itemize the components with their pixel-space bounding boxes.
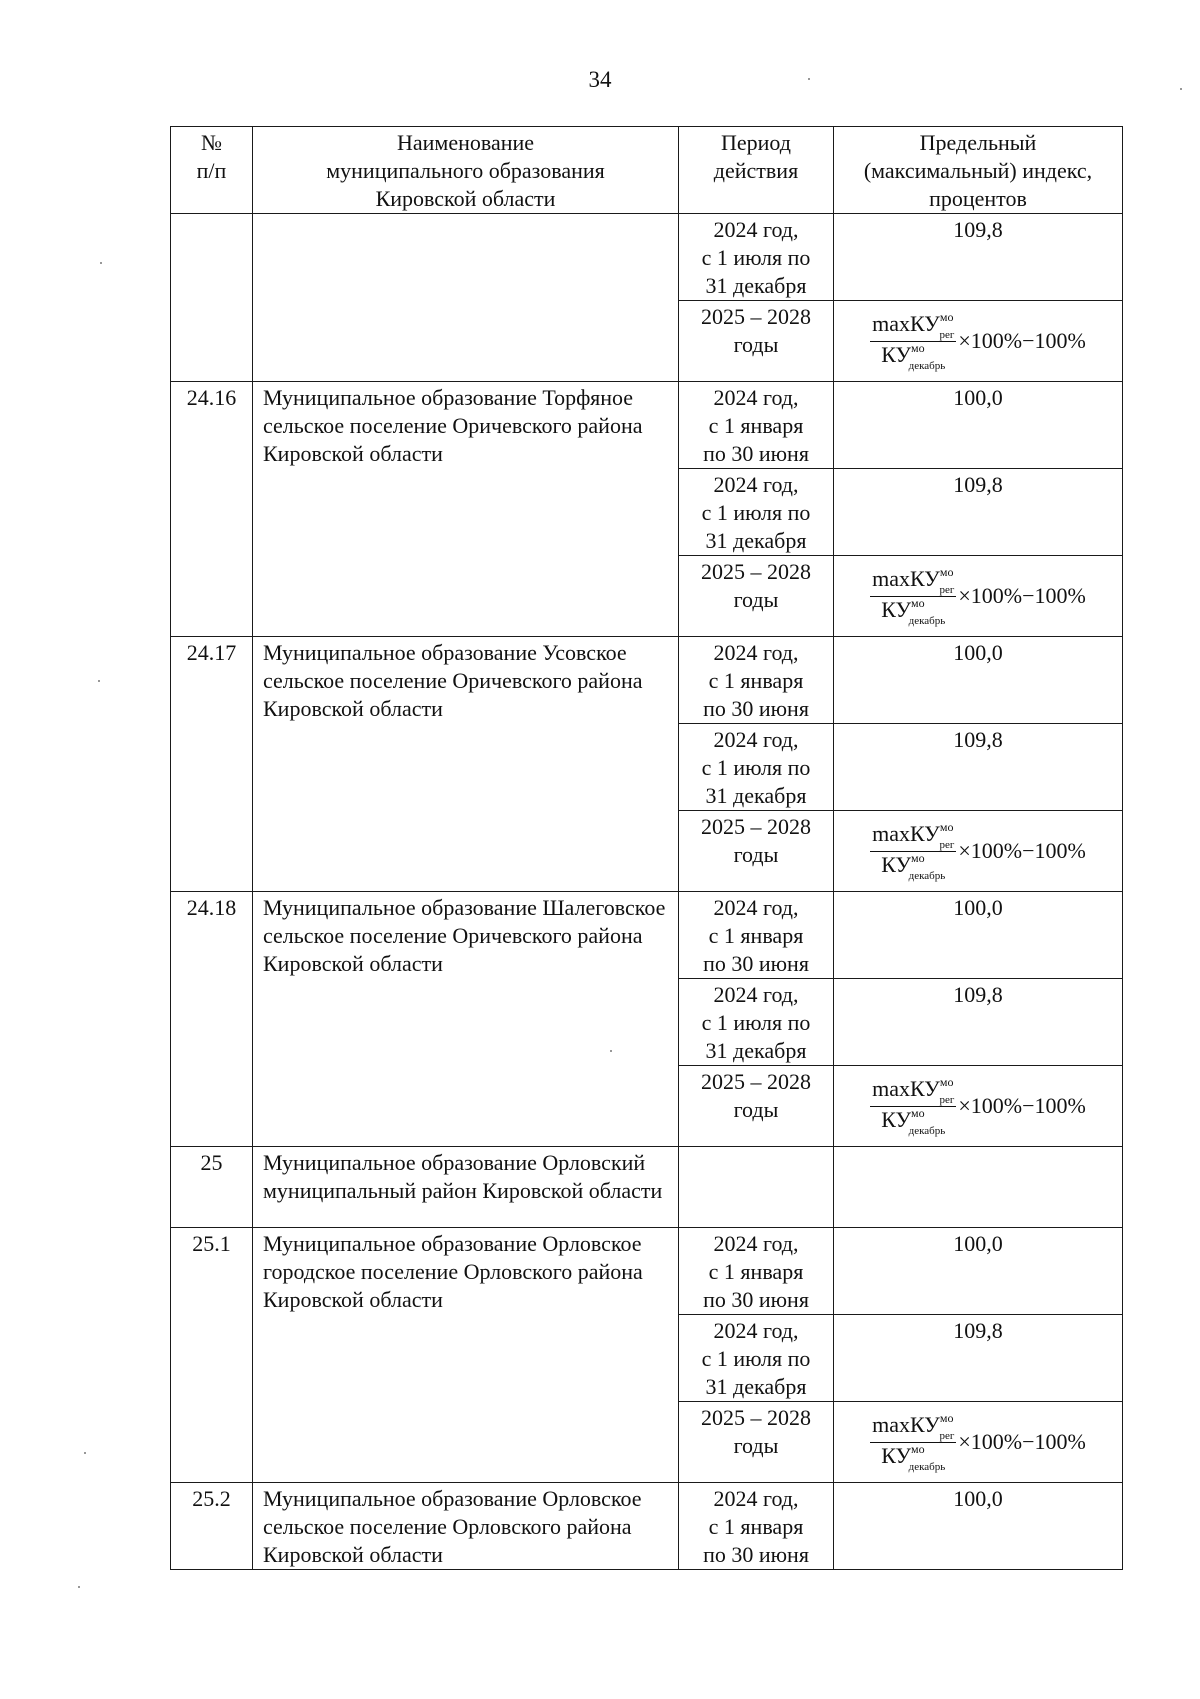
formula-fraction [870,564,956,627]
formula-superscript: мо [911,1441,925,1456]
period-cell [679,1147,834,1228]
formula-tail: ×100%−100% [958,583,1086,608]
period-cell [679,556,834,637]
municipality-name [253,892,679,1147]
municipality-name-text: Муниципальное образование Орловское сельское поселение Орловского района Кировской области [263,1486,642,1567]
period-cell [679,469,834,556]
formula-numerator-term: maxКУ [872,820,940,846]
row-number-text: 24.17 [186,640,237,665]
formula-superscript: мо [911,1105,925,1120]
max-index-value: 109,8 [953,982,1003,1007]
period-text: 2024 год, с 1 января по 30 июня [703,640,809,721]
max-index-cell [834,979,1123,1066]
period-text: 2024 год, с 1 июля по 31 декабря [701,982,811,1063]
municipality-name-text: Муниципальное образование Шалеговское сельское поселение Оричевского района Кировской области [263,895,666,976]
period-text: 2025 – 2028 годы [701,1069,811,1122]
max-index-cell [834,637,1123,724]
formula-tail: ×100%−100% [958,1093,1086,1118]
municipality-name [253,382,679,637]
period-text: 2025 – 2028 годы [701,814,811,867]
scan-speck [808,78,810,80]
max-index-formula-cell [834,811,1123,892]
formula-tail: ×100%−100% [958,328,1086,353]
formula-superscript: мо [939,564,954,579]
max-index-cell [834,892,1123,979]
period-cell [679,214,834,301]
formula-subscript: декабрь [908,869,946,882]
period-text: 2024 год, с 1 января по 30 июня [703,895,809,976]
max-index-cell [834,1228,1123,1315]
scan-speck [84,1452,86,1454]
scan-speck [1180,88,1182,90]
municipality-name [253,214,679,382]
max-index-formula-cell [834,301,1123,382]
formula-denominator [879,342,947,371]
table-row [171,214,1123,301]
formula-denominator [879,1443,947,1472]
index-formula [834,1074,1122,1137]
formula-denominator-term: КУ [881,341,912,367]
period-text: 2024 год, с 1 июля по 31 декабря [701,472,811,553]
formula-denominator [879,1107,947,1136]
row-number-text: 25 [200,1150,223,1175]
row-number-text: 24.16 [186,385,237,410]
formula-denominator-term: КУ [881,596,912,622]
formula-tail: ×100%−100% [958,838,1086,863]
row-number [171,1228,253,1483]
max-index-formula-cell [834,1066,1123,1147]
municipality-name-text: Муниципальное образование Торфяное сельское поселение Оричевского района Кировской области [263,385,643,466]
period-text: 2025 – 2028 годы [701,559,811,612]
scan-speck [98,680,100,682]
period-text: 2024 год, с 1 июля по 31 декабря [701,1318,811,1399]
formula-tail: ×100%−100% [958,1429,1086,1454]
max-index-cell [834,724,1123,811]
row-number-text: 25.1 [192,1231,231,1256]
scan-speck [610,1050,612,1052]
period-cell [679,724,834,811]
formula-subscript: рег [939,583,955,596]
period-cell [679,1228,834,1315]
period-cell [679,382,834,469]
period-cell [679,637,834,724]
max-index-value: 109,8 [953,1318,1003,1343]
municipality-name [253,637,679,892]
max-index-formula-cell [834,556,1123,637]
municipality-name-text: Муниципальное образование Орловское городское поселение Орловского района Кировской области [263,1231,643,1312]
formula-subscript: рег [939,1429,955,1442]
formula-numerator-term: maxКУ [872,1411,940,1437]
period-cell [679,979,834,1066]
period-cell [679,1315,834,1402]
formula-denominator [879,852,947,881]
formula-superscript: мо [939,309,954,324]
period-text: 2024 год, с 1 июля по 31 декабря [701,727,811,808]
formula-numerator [870,309,956,342]
index-formula [834,819,1122,882]
formula-subscript: декабрь [908,614,946,627]
max-index-formula-cell [834,1402,1123,1483]
row-number-text: 25.2 [192,1486,231,1511]
max-index-value: 100,0 [953,1486,1003,1511]
row-number [171,382,253,637]
formula-denominator [879,597,947,626]
max-index-value: 100,0 [953,895,1003,920]
max-index-value: 109,8 [953,217,1003,242]
formula-numerator [870,819,956,852]
municipality-name [253,1483,679,1570]
header-period: Период действия [679,127,834,214]
formula-fraction [870,819,956,882]
max-index-cell [834,1315,1123,1402]
table-row [171,892,1123,979]
period-text: 2024 год, с 1 января по 30 июня [703,1486,809,1567]
period-cell [679,1483,834,1570]
index-formula [834,1410,1122,1473]
formula-denominator-term: КУ [881,851,912,877]
period-text: 2024 год, с 1 января по 30 июня [703,1231,809,1312]
formula-fraction [870,309,956,372]
max-index-cell [834,1147,1123,1228]
period-cell [679,1402,834,1483]
formula-subscript: рег [939,328,955,341]
period-text: 2025 – 2028 годы [701,1405,811,1458]
header-max-index: Предельный (максимальный) индекс, процентов [834,127,1123,214]
period-cell [679,301,834,382]
tariff-index-table [170,126,1123,1570]
row-number [171,214,253,382]
index-formula [834,564,1122,627]
formula-subscript: декабрь [908,359,946,372]
header-number: № п/п [171,127,253,214]
municipality-name [253,1147,679,1228]
period-cell [679,1066,834,1147]
formula-numerator [870,1410,956,1443]
index-formula [834,309,1122,372]
formula-fraction [870,1074,956,1137]
formula-numerator-term: maxКУ [872,565,940,591]
max-index-cell [834,382,1123,469]
row-number [171,1483,253,1570]
period-text: 2025 – 2028 годы [701,304,811,357]
formula-superscript: мо [911,595,925,610]
formula-subscript: рег [939,838,955,851]
formula-numerator-term: maxКУ [872,1075,940,1101]
municipality-name-text: Муниципальное образование Орловский муниципальный район Кировской области [263,1150,663,1203]
scan-speck [78,1586,80,1588]
table-row [171,637,1123,724]
formula-numerator-term: maxКУ [872,310,940,336]
table-row [171,1147,1123,1228]
formula-superscript: мо [911,850,925,865]
municipality-name [253,1228,679,1483]
formula-superscript: мо [939,819,954,834]
header-municipality-name: Наименование муниципального образования Кировской области [253,127,679,214]
max-index-cell [834,1483,1123,1570]
max-index-value: 109,8 [953,472,1003,497]
table-row [171,382,1123,469]
formula-superscript: мо [939,1074,954,1089]
municipality-name-text: Муниципальное образование Усовское сельское поселение Оричевского района Кировской области [263,640,643,721]
max-index-value: 100,0 [953,640,1003,665]
scan-speck [100,262,102,264]
formula-subscript: декабрь [908,1460,946,1473]
formula-subscript: декабрь [908,1124,946,1137]
row-number [171,1147,253,1228]
table-header-row [171,127,1123,214]
row-number-text: 24.18 [186,895,237,920]
row-number [171,637,253,892]
max-index-value: 100,0 [953,1231,1003,1256]
max-index-cell [834,214,1123,301]
formula-subscript: рег [939,1093,955,1106]
table-body [171,214,1123,1570]
row-number [171,892,253,1147]
formula-numerator [870,564,956,597]
max-index-value: 100,0 [953,385,1003,410]
formula-fraction [870,1410,956,1473]
period-text: 2024 год, с 1 января по 30 июня [703,385,809,466]
table-row [171,1483,1123,1570]
formula-denominator-term: КУ [881,1442,912,1468]
formula-superscript: мо [911,340,925,355]
max-index-value: 109,8 [953,727,1003,752]
max-index-cell [834,469,1123,556]
period-cell [679,811,834,892]
period-cell [679,892,834,979]
formula-superscript: мо [939,1410,954,1425]
page-number: 34 [588,67,612,92]
formula-denominator-term: КУ [881,1106,912,1132]
formula-numerator [870,1074,956,1107]
period-text: 2024 год, с 1 июля по 31 декабря [701,217,811,298]
table-row [171,1228,1123,1315]
